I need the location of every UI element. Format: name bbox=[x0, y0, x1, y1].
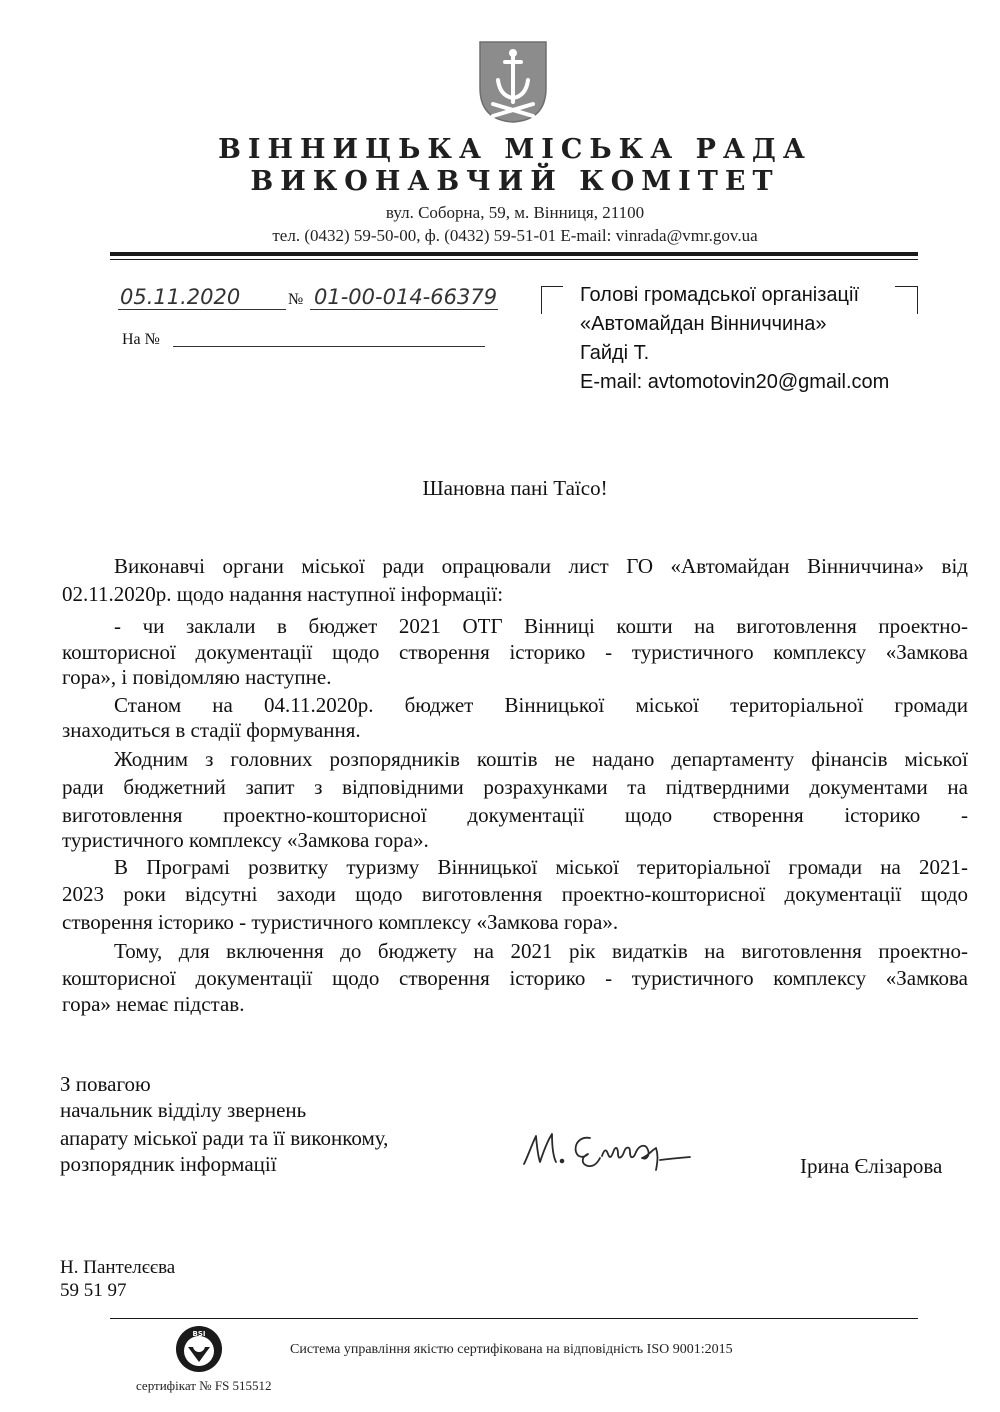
body-line: Жодним з головних розпорядників коштів не надано департаменту фінансів міської bbox=[114, 747, 968, 771]
footer-divider bbox=[110, 1318, 918, 1319]
header-divider-thin bbox=[110, 259, 918, 260]
executor-phone: 59 51 97 bbox=[60, 1280, 127, 1301]
certificate-number: сертифікат № FS 515512 bbox=[136, 1378, 272, 1393]
handwritten-signature bbox=[518, 1126, 713, 1174]
org-name: ВІННИЦЬКА МІСЬКА РАДА bbox=[218, 134, 812, 165]
body-line: кошторисної документації щодо створення історико - туристичного комплексу «Замкова bbox=[62, 640, 968, 664]
number-label: № bbox=[288, 291, 304, 308]
body-line: знаходиться в стадії формування. bbox=[62, 718, 361, 742]
signer-name: Ірина Єлізарова bbox=[800, 1154, 943, 1178]
recipient-email[interactable]: E-mail: avtomotovin20@gmail.com bbox=[580, 371, 890, 393]
number-underline bbox=[310, 309, 498, 310]
bracket-right-horizontal bbox=[895, 286, 917, 287]
date-underline bbox=[118, 309, 286, 310]
executor-name: Н. Пантелєєва bbox=[60, 1257, 176, 1278]
org-subtitle: ВИКОНАВЧИЙ КОМІТЕТ bbox=[250, 166, 780, 197]
body-line: ради бюджетний запит з відповідними розрахунками та підтвердними документами на bbox=[62, 775, 968, 799]
org-contacts: тел. (0432) 59-50-00, ф. (0432) 59-51-01 E-mail: vinrada@vmr.gov.ua bbox=[272, 226, 758, 245]
bracket-left-vertical bbox=[541, 286, 542, 314]
body-line: створення історико - туристичного комплексу «Замкова гора». bbox=[62, 910, 619, 934]
svg-text:BSI: BSI bbox=[192, 1330, 206, 1338]
body-line: 2023 роки відсутні заходи щодо виготовлення проектно-кошторисної документації щодо bbox=[62, 882, 968, 906]
coat-of-arms-icon bbox=[478, 40, 548, 124]
body-line: 02.11.2020р. щодо надання наступної інформації: bbox=[62, 582, 504, 606]
body-line: Станом на 04.11.2020р. бюджет Вінницької міської територіальної громади bbox=[114, 693, 968, 717]
body-line: Виконавчі органи міської ради опрацювали лист ГО «Автомайдан Вінниччина» від bbox=[114, 554, 968, 578]
body-line: туристичного комплексу «Замкова гора». bbox=[62, 828, 429, 852]
closing-regards: З повагою bbox=[60, 1072, 151, 1096]
body-line: кошторисної документації щодо створення історико - туристичного комплексу «Замкова bbox=[62, 966, 968, 990]
iso-certification-note: Система управління якістю сертифікована на відповідність ISO 9001:2015 bbox=[290, 1342, 733, 1357]
signer-position: апарату міської ради та її виконкому, bbox=[60, 1126, 389, 1150]
outgoing-date: 05.11.2020 bbox=[120, 285, 241, 309]
recipient-org: «Автомайдан Вінниччина» bbox=[580, 313, 827, 335]
body-line: виготовлення проектно-кошторисної документації щодо створення історико - bbox=[62, 803, 968, 827]
recipient-line: Голові громадської організації bbox=[580, 284, 859, 306]
recipient-name: Гайді Т. bbox=[580, 342, 650, 364]
body-line: гора», і повідомляю наступне. bbox=[62, 665, 332, 689]
reference-label: На № bbox=[122, 331, 160, 348]
bracket-left-horizontal bbox=[541, 286, 563, 287]
body-line: гора» немає підстав. bbox=[62, 992, 245, 1016]
signer-position: розпорядник інформації bbox=[60, 1152, 277, 1176]
reference-underline bbox=[173, 346, 485, 347]
bracket-right-vertical bbox=[917, 286, 918, 314]
salutation: Шановна пані Таїсо! bbox=[422, 476, 608, 500]
org-address: вул. Соборна, 59, м. Вінниця, 21100 bbox=[385, 203, 645, 222]
body-line: - чи заклали в бюджет 2021 ОТГ Вінниці кошти на виготовлення проектно- bbox=[114, 614, 968, 638]
outgoing-number: 01-00-014-66379 bbox=[314, 285, 498, 309]
body-line: В Програмі розвитку туризму Вінницької міської територіальної громади на 2021- bbox=[114, 855, 968, 879]
bsi-kitemark-icon bbox=[174, 1324, 224, 1374]
signer-position: начальник відділу звернень bbox=[60, 1098, 307, 1122]
header-divider-thick bbox=[110, 252, 918, 256]
body-line: Тому, для включення до бюджету на 2021 рік видатків на виготовлення проектно- bbox=[114, 939, 968, 963]
